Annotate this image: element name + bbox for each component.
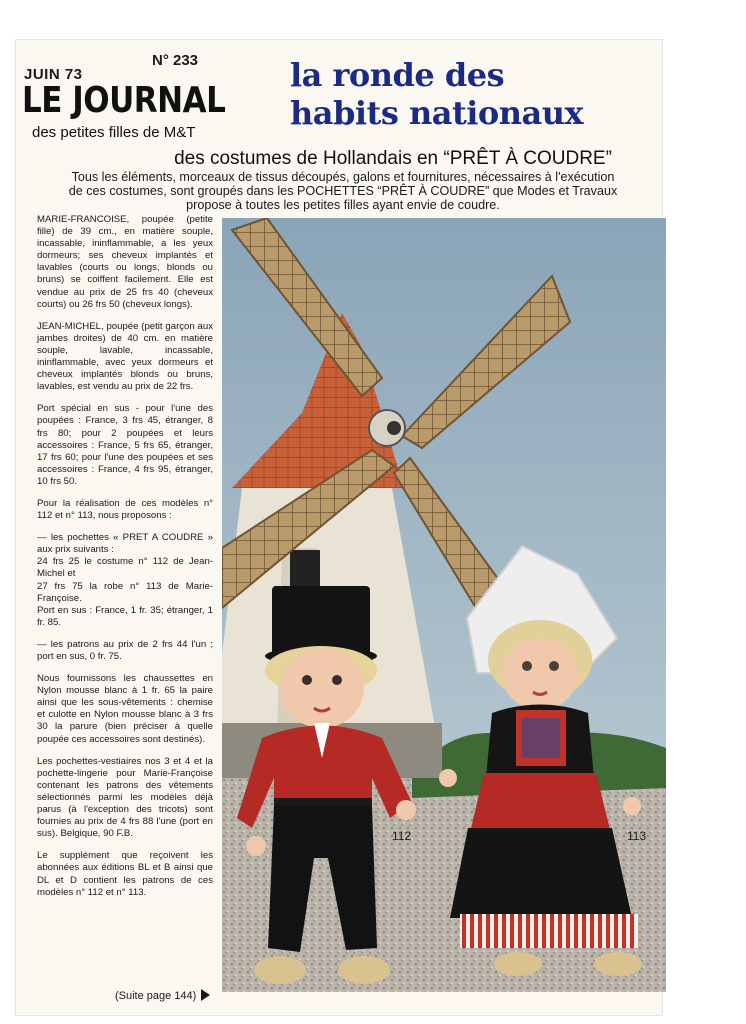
paragraph-patrons: — les patrons au prix de 2 frs 44 l'un ; port en sus, 0 fr. 75. [37,638,213,662]
dolls-windmill-photo [222,218,666,992]
girl-clog-right [594,952,642,976]
intro-line-1: Tous les éléments, morceaux de tissus découpés, galons et fournitures, nécessaires à l'exécution [71,170,615,184]
paragraph-realisation: Pour la réalisation de ces modèles n° 112 et n° 113, nous proposons : [37,497,213,522]
headline-line-1: la ronde des [290,56,505,94]
port-en-sus: Port en sus : France, 1 fr. 35; étranger, 1 fr. 85. [37,604,213,628]
caption-number-113: 113 [627,829,647,843]
boy-clog-left [254,956,306,984]
subtitle-text: des costumes de Hollandais en “PRÊT À COUDRE” [174,148,612,169]
intro-paragraph [64,170,622,212]
issue-number: N° 233 [152,52,199,69]
paragraph-marie-francoise: MARIE-FRANCOISE, poupée (petite fille) de 39 cm., en matière souple, incassable, ininflammable, a les yeux dormeurs; ses cheveux implantés et lavables (courts ou longs, blonds ou bruns) se coiffent facilement. Elle est vendue au prix de 25 frs 40 (cheveux courts) ou 26 frs 50 (cheveux longs). [37,214,213,310]
boy-hat [272,586,370,656]
intro-line-2: de ces costumes, sont groupés dans les POCHETTES “PRÊT À COUDRE” que Modes et Travaux [68,184,618,198]
masthead [22,52,262,142]
boy-clog-right [338,956,390,984]
girl-petticoat [460,914,638,948]
windmill-door [290,550,320,590]
paragraph-supplement: Le supplément que reçoivent les abonnées aux éditions BL et B ainsi que DL et D contient les patrons de ces modèles n° 112 et n° 113. [37,850,213,898]
continued-note [115,989,210,1002]
boy-face [280,648,364,728]
paragraph-port-special: Port spécial en sus - pour l'une des poupées : France, 3 frs 45, étranger, 8 frs 80; pour 2 poupées et leurs accessoires : France, 5 frs 65, étranger, 17 frs 60; pour l'une des poupées et ses accessoires : France, 4 frs 95, étranger, 10 frs 50. [37,403,213,487]
girl-face [502,638,578,710]
intro-line-3: propose à toutes les petites filles ayant envie de coudre. [186,198,500,212]
continued-text: (Suite page 144) [115,990,197,1002]
paragraph-chaussettes: Nous fournissons les chaussettes en Nylon mousse blanc à 1 fr. 65 la paire ainsi que les sous-vêtements : chemise et culotte en Nylon mousse blanc à 3 frs 30 la parure (bien préciser à quelle poupée ces accessoires sont destinés). [37,673,213,745]
issue-date: JUIN 73 [24,66,83,83]
price-robe-113: 27 frs 75 la robe n° 113 de Marie-Françoise. [37,580,213,604]
journal-subtitle: des petites filles de M&T [32,124,196,141]
headline-line-2: habits nationaux [290,94,584,132]
paragraph-pochettes-vestiaires: Les pochettes-vestiaires nos 3 et 4 et la pochette-lingerie pour Marie-Françoise contenant les patrons des vêtements sélectionnés parmi les modèles déjà parus (à l'exception des tricots) sont fournies au prix de 4 frs 88 l'une (port en sus). Belgique, 90 F.B. [37,755,213,840]
page-headline [290,56,650,132]
continue-arrow-icon [201,989,210,1001]
price-costume-112: 24 frs 25 le costume n° 112 de Jean-Michel et [37,556,213,580]
paragraph-jean-michel: JEAN-MICHEL, poupée (petit garçon aux jambes droites) de 40 cm. en matière souple, lavable, incassable, ininflammable, avec yeux dormeurs et cheveux implantés blonds ou bruns, lavables, est vendu au prix de 22 frs. [37,320,213,393]
girl-clog-left [494,952,542,976]
caption-number-112: 112 [392,829,412,843]
text-column [37,214,213,909]
page-subtitle [0,148,746,170]
journal-title: LE JOURNAL [22,80,226,122]
paragraph-pochettes: — les pochettes « PRET A COUDRE » aux prix suivants : [37,532,213,556]
